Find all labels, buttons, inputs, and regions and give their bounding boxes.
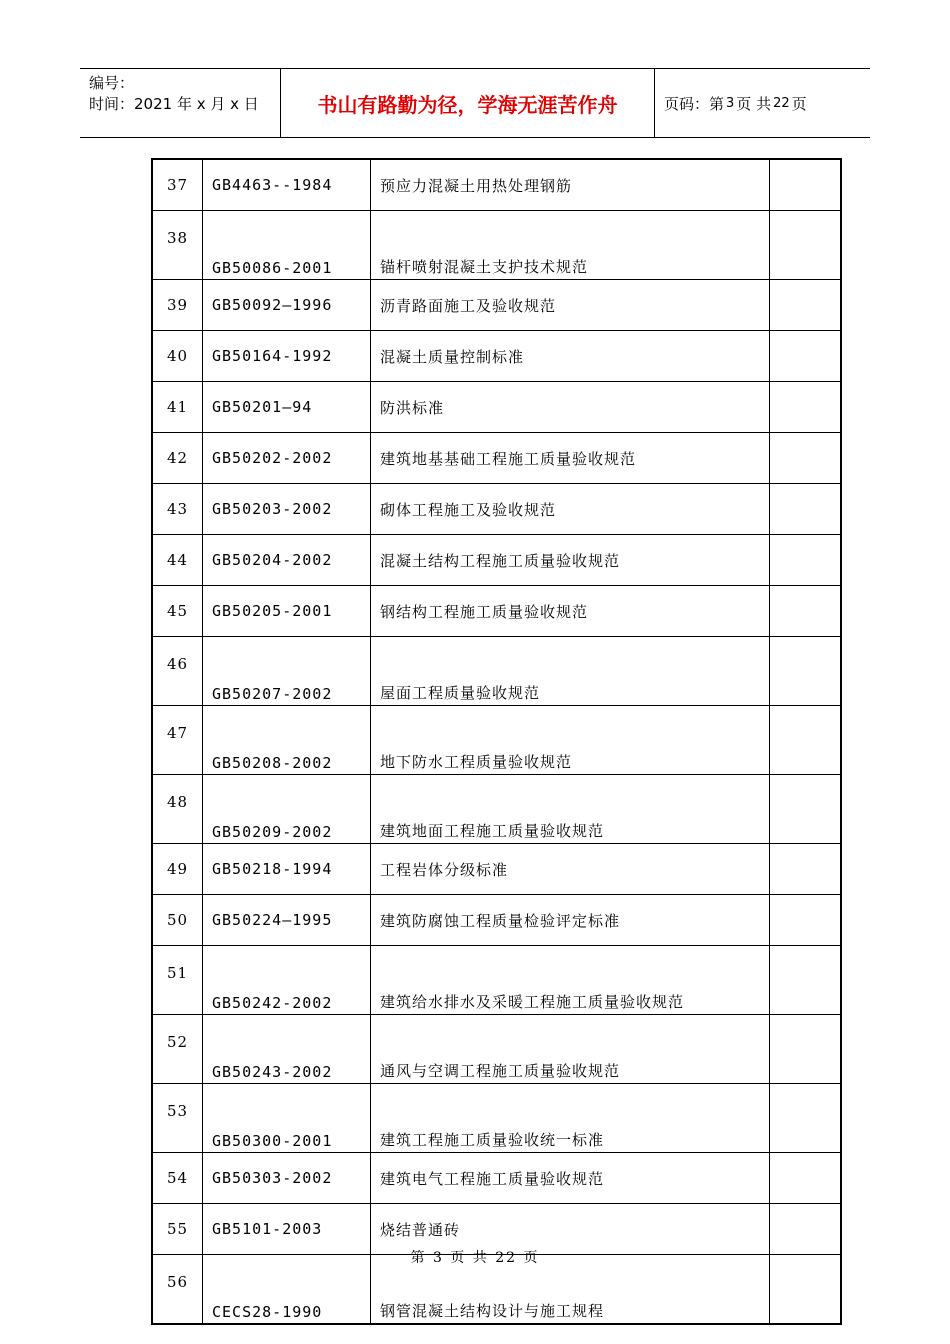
standard-name: 建筑防腐蚀工程质量检验评定标准 [371,895,770,946]
row-number: 53 [152,1084,203,1153]
table-row [152,1015,841,1084]
standard-name: 防洪标准 [371,382,770,433]
standard-name: 建筑电气工程施工质量验收规范 [371,1153,770,1204]
standard-code: GB50207-2002 [203,637,371,706]
standard-name: 通风与空调工程施工质量验收规范 [371,1015,770,1084]
table-row [152,637,841,706]
remarks-cell [770,484,842,535]
standard-code: GB50092—1996 [203,280,371,331]
remarks-cell [770,946,842,1015]
standard-code: GB50204-2002 [203,535,371,586]
standard-name: 地下防水工程质量验收规范 [371,706,770,775]
row-number: 51 [152,946,203,1015]
row-number: 45 [152,586,203,637]
standard-name: 建筑工程施工质量验收统一标准 [371,1084,770,1153]
row-number: 49 [152,844,203,895]
table-row [152,280,841,331]
header-meta [80,69,281,137]
remarks-cell [770,844,842,895]
remarks-cell [770,637,842,706]
row-number: 38 [152,211,203,280]
standard-code: GB50209-2002 [203,775,371,844]
row-number: 41 [152,382,203,433]
standard-code: GB50208-2002 [203,706,371,775]
remarks-cell [770,535,842,586]
row-number: 46 [152,637,203,706]
standard-name: 砌体工程施工及验收规范 [371,484,770,535]
standard-name: 屋面工程质量验收规范 [371,637,770,706]
row-number: 54 [152,1153,203,1204]
standard-code: GB50164-1992 [203,331,371,382]
table-row [152,331,841,382]
standard-name: 钢结构工程施工质量验收规范 [371,586,770,637]
remarks-cell [770,1015,842,1084]
row-number: 55 [152,1204,203,1255]
standard-name: 烧结普通砖 [371,1204,770,1255]
row-number: 56 [152,1255,203,1325]
standard-name: 锚杆喷射混凝土支护技术规范 [371,211,770,280]
remarks-cell [770,331,842,382]
row-number: 48 [152,775,203,844]
table-row [152,946,841,1015]
standard-code: GB5101-2003 [203,1204,371,1255]
standard-code: GB50086-2001 [203,211,371,280]
standard-code: GB4463--1984 [203,159,371,211]
standard-name: 沥青路面施工及验收规范 [371,280,770,331]
row-number: 50 [152,895,203,946]
row-number: 37 [152,159,203,211]
standard-code: GB50300-2001 [203,1084,371,1153]
standards-table [151,158,842,1325]
page-suffix: 页 [791,94,807,113]
row-number: 42 [152,433,203,484]
table-row [152,706,841,775]
standard-code: GB50218-1994 [203,844,371,895]
row-number: 39 [152,280,203,331]
remarks-cell [770,706,842,775]
page-prefix: 页码：第 [664,94,725,113]
standard-code: GB50243-2002 [203,1015,371,1084]
page-mid: 页 共 [736,94,772,113]
table-row [152,433,841,484]
row-number: 47 [152,706,203,775]
remarks-cell [770,382,842,433]
remarks-cell [770,586,842,637]
header-page-info [655,69,870,137]
remarks-cell [770,895,842,946]
remarks-cell [770,280,842,331]
standard-name: 建筑地面工程施工质量验收规范 [371,775,770,844]
standard-name: 工程岩体分级标准 [371,844,770,895]
standard-code: GB50303-2002 [203,1153,371,1204]
table-row [152,1084,841,1153]
standards-table-body [152,159,841,1324]
standard-name: 混凝土质量控制标准 [371,331,770,382]
standard-code: GB50224—1995 [203,895,371,946]
standard-code: GB50205-2001 [203,586,371,637]
table-row [152,484,841,535]
table-row [152,382,841,433]
table-row [152,211,841,280]
standard-name: 混凝土结构工程施工质量验收规范 [371,535,770,586]
table-row [152,1153,841,1204]
standard-name: 建筑地基基础工程施工质量验收规范 [371,433,770,484]
standard-code: GB50242-2002 [203,946,371,1015]
remarks-cell [770,211,842,280]
standard-code: GB50203-2002 [203,484,371,535]
standard-name: 钢管混凝土结构设计与施工规程 [371,1255,770,1325]
document-header [80,68,870,138]
standard-code: GB50201—94 [203,382,371,433]
page-footer: 第 3 页 共 22 页 [410,1250,540,1266]
standard-name: 预应力混凝土用热处理钢筋 [371,159,770,211]
remarks-cell [770,1153,842,1204]
remarks-cell [770,159,842,211]
table-row [152,535,841,586]
remarks-cell [770,433,842,484]
table-row [152,895,841,946]
standard-code: GB50202-2002 [203,433,371,484]
remarks-cell [770,1084,842,1153]
page-total: 22 [773,95,790,111]
standard-code: CECS28-1990 [203,1255,371,1325]
remarks-cell [770,775,842,844]
header-motto: 书山有路勤为径，学海无涯苦作舟 [281,69,655,137]
row-number: 40 [152,331,203,382]
row-number: 43 [152,484,203,535]
standard-name: 建筑给水排水及采暖工程施工质量验收规范 [371,946,770,1015]
document-time-label: 时间：2021 年 x 月 x 日 [89,95,259,113]
table-row [152,159,841,211]
document-number-label: 编号： [89,74,135,92]
table-row [152,844,841,895]
row-number: 52 [152,1015,203,1084]
page-current: 3 [726,95,735,111]
table-row [152,775,841,844]
row-number: 44 [152,535,203,586]
table-row [152,586,841,637]
